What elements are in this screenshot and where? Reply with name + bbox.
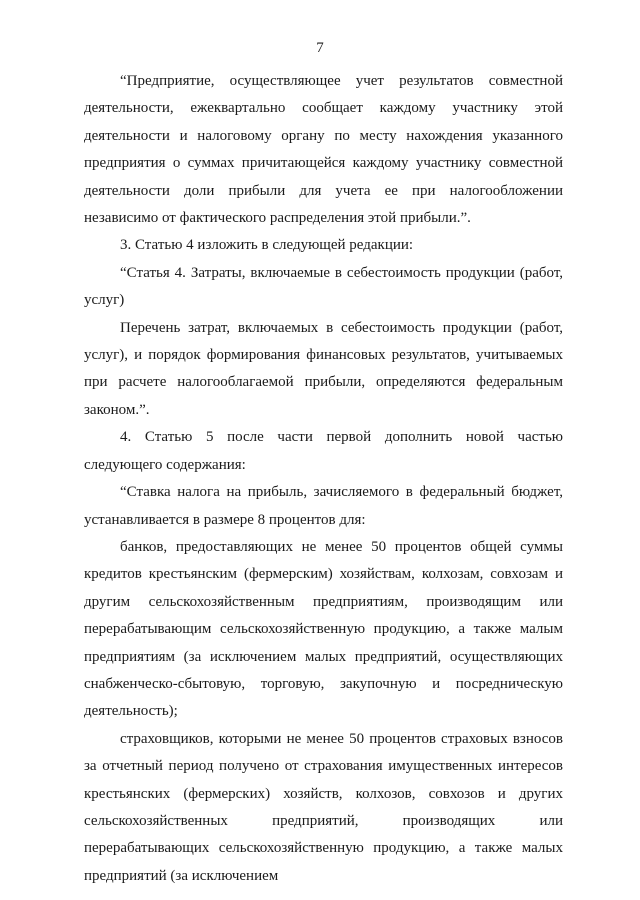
paragraph-3-article-4-heading: “Статья 4. Затраты, включаемые в себестоимость продукции (работ, услуг): [84, 264, 563, 309]
paragraph-4-cost-list: Перечень затрат, включаемых в себестоимость продукции (работ, услуг), и порядок формирования финансовых результатов, учитываемых при расчете налогооблагаемой прибыли, определяются федеральным законом.”.: [84, 319, 563, 418]
paragraph-2-article-4-amendment: 3. Статью 4 изложить в следующей редакции:: [120, 237, 414, 254]
paragraph-6-tax-rate: “Ставка налога на прибыль, зачисляемого в федеральный бюджет, устанавливается в размере 8 процентов для:: [84, 484, 563, 528]
paragraph-7-banks: банков, предоставляющих не менее 50 процентов общей суммы кредитов крестьянским (фермерским) хозяйствам, колхозам, совхозам и другим сельскохозяйственным предприятиям, производящим или перерабатывающим сельскохозяйственную продукцию, а также малым предприятиям (за исключением малых предприятий, осуществляющих снабженческо-сбытовую, торговую, закупочную и посредническую деятельность);: [84, 538, 563, 720]
paragraph-8-insurers: страховщиков, которыми не менее 50 процентов страховых взносов за отчетный период получено от страхования имущественных интересов крестьянских (фермерских) хозяйств, колхозов, совхозов и других сельскохозяйственных предприятий, производящих или перерабатывающих сельскохозяйственную продукцию, а также малых предприятий (за исключением: [84, 730, 563, 884]
document-body: [84, 68, 563, 890]
paragraph-1-profit-distribution: “Предприятие, осуществляющее учет результатов совместной деятельности, ежеквартально сообщает каждому участнику этой деятельности и налоговому органу по месту нахождения указанного предприятия о суммах причитающейся каждому участнику совместной деятельности доли прибыли для учета ее при налогообложении независимо от фактического распределения этой прибыли.”.: [84, 73, 563, 227]
page-number: 7: [316, 40, 324, 56]
paragraph-5-article-5-amendment: 4. Статью 5 после части первой дополнить новой частью следующего содержания:: [84, 429, 563, 473]
